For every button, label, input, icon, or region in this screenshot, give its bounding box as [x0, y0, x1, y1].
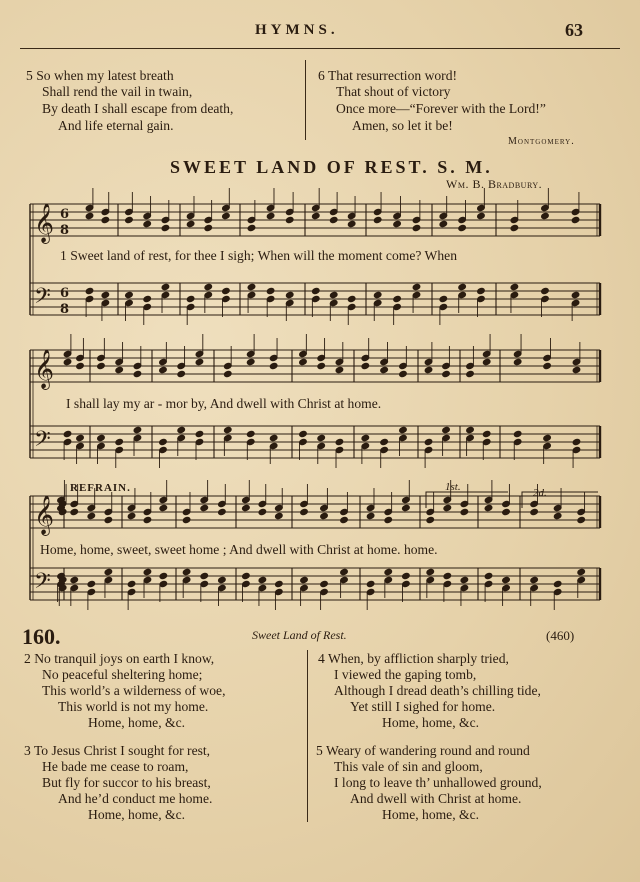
note-head	[127, 512, 136, 519]
note-head	[317, 434, 326, 441]
note-head	[266, 287, 275, 294]
note-head	[373, 291, 382, 298]
note-head	[161, 283, 170, 290]
note-head	[510, 283, 519, 290]
note-head	[242, 504, 251, 511]
note-head	[426, 516, 435, 523]
verse-line: 6 That resurrection word!	[318, 68, 458, 83]
verse-line: Amen, so let it be!	[352, 118, 453, 133]
note-head	[186, 295, 195, 302]
verse-line: By death I shall escape from death,	[42, 101, 234, 116]
verse-line: 5 So when my latest breath	[26, 68, 174, 83]
bass-clef-icon: 𝄢	[34, 284, 51, 314]
note-head	[247, 283, 256, 290]
verse-line: And he’d conduct me home.	[58, 791, 213, 806]
note-head	[502, 576, 511, 583]
verse-line: Home, home, &c.	[382, 807, 480, 822]
note-head	[87, 512, 96, 519]
note-head	[76, 362, 85, 369]
note-head	[85, 287, 94, 294]
note-head	[133, 370, 142, 377]
note-head	[347, 295, 356, 302]
note-head	[269, 434, 278, 441]
note-head	[115, 438, 124, 445]
verse-line: Home, home, &c.	[382, 715, 480, 730]
note-head	[143, 516, 152, 523]
note-head	[246, 358, 255, 365]
verse-line: Shall rend the vail in twain,	[42, 84, 193, 99]
note-head	[393, 295, 402, 302]
note-head	[247, 224, 256, 231]
hymn-reference: (460)	[546, 628, 575, 643]
note-head	[510, 224, 519, 231]
note-head	[541, 287, 550, 294]
note-head	[399, 370, 408, 377]
lyrics-system-3: Home, home, sweet, sweet home ; And dwell with Christ at home. home.	[40, 542, 438, 557]
verse-line: I long to leave th’ unhallowed ground,	[334, 775, 542, 790]
note-head	[399, 426, 408, 433]
note-head	[402, 572, 411, 579]
note-head	[177, 370, 186, 377]
note-head	[204, 224, 213, 231]
note-head	[159, 572, 168, 579]
note-head	[275, 580, 284, 587]
note-head	[426, 568, 435, 575]
note-head	[402, 504, 411, 511]
volta-brackets	[426, 492, 598, 508]
verse-line: Although I dread death’s chilling tide,	[334, 683, 541, 698]
note-head	[361, 362, 370, 369]
note-head	[85, 212, 94, 219]
note-head	[143, 295, 152, 302]
note-head	[115, 366, 124, 373]
note-head	[424, 366, 433, 373]
note-head	[87, 580, 96, 587]
note-head	[320, 512, 329, 519]
note-head	[101, 216, 110, 223]
note-head	[300, 576, 309, 583]
note-head	[258, 508, 267, 515]
note-head	[195, 358, 204, 365]
treble-clef-icon: 𝄞	[34, 349, 55, 389]
verse-line: And dwell with Christ at home.	[350, 791, 522, 806]
bass-clef-icon: 𝄢	[34, 427, 51, 457]
note-head	[299, 430, 308, 437]
note-head	[311, 287, 320, 294]
composer: Wm. B. Bradbury.	[446, 177, 543, 191]
note-head	[380, 438, 389, 445]
verse-line: I viewed the gaping tomb,	[334, 667, 477, 682]
note-head	[340, 568, 349, 575]
note-head	[218, 576, 227, 583]
note-head	[384, 516, 393, 523]
note-head	[317, 362, 326, 369]
note-head	[70, 576, 79, 583]
time-signature: 8	[60, 302, 70, 317]
bass-clef-icon: 𝄢	[34, 569, 51, 599]
note-head	[577, 568, 586, 575]
verse-line: 5 Weary of wandering round and round	[316, 743, 530, 758]
note-head	[466, 426, 475, 433]
verse-line: This world is not my home.	[58, 699, 209, 714]
note-head	[177, 426, 186, 433]
note-head	[412, 283, 421, 290]
note-head	[553, 580, 562, 587]
note-head	[460, 576, 469, 583]
note-head	[200, 572, 209, 579]
note-head	[530, 576, 539, 583]
note-head	[329, 291, 338, 298]
note-head	[380, 366, 389, 373]
note-head	[347, 220, 356, 227]
first-ending-label: 1st.	[445, 481, 461, 493]
note-head	[285, 216, 294, 223]
note-head	[513, 430, 522, 437]
note-head	[460, 508, 469, 515]
note-head	[541, 212, 550, 219]
note-head	[97, 362, 106, 369]
note-head	[63, 358, 72, 365]
note-head	[424, 438, 433, 445]
note-head	[572, 366, 581, 373]
note-head	[577, 516, 586, 523]
note-head	[223, 370, 232, 377]
verse-line: No peaceful sheltering home;	[42, 667, 203, 682]
tune-title: SWEET LAND OF REST. S. M.	[170, 157, 493, 177]
verse-attribution: Montgomery.	[508, 136, 575, 147]
note-head	[484, 572, 493, 579]
note-head	[218, 508, 227, 515]
note-head	[258, 576, 267, 583]
note-head	[543, 434, 552, 441]
note-head	[442, 426, 451, 433]
note-head	[101, 291, 110, 298]
note-head	[443, 572, 452, 579]
note-head	[125, 216, 134, 223]
note-head	[200, 504, 209, 511]
note-head	[266, 212, 275, 219]
note-head	[442, 370, 451, 377]
note-head	[222, 287, 231, 294]
note-head	[104, 516, 113, 523]
note-head	[204, 283, 213, 290]
note-head	[571, 291, 580, 298]
verse-line: But fly for succor to his breast,	[42, 775, 211, 790]
note-head	[161, 224, 170, 231]
verse-line: Yet still I sighed for home.	[350, 699, 496, 714]
page-number: 63	[565, 20, 583, 40]
note-head	[182, 568, 191, 575]
verse-line: Home, home, &c.	[88, 715, 186, 730]
note-head	[104, 568, 113, 575]
verse-line: 2 No tranquil joys on earth I know,	[24, 651, 215, 666]
treble-clef-icon: 𝄞	[34, 495, 55, 535]
lyrics-system-2: I shall lay my ar - mor by, And dwell with Christ at home.	[66, 396, 382, 411]
note-head	[222, 212, 231, 219]
note-head	[393, 220, 402, 227]
time-signature: 6	[60, 286, 70, 301]
note-head	[311, 212, 320, 219]
note-head	[572, 438, 581, 445]
note-head	[335, 438, 344, 445]
note-head	[502, 508, 511, 515]
note-head	[63, 430, 72, 437]
note-head	[484, 504, 493, 511]
note-head	[366, 512, 375, 519]
note-head	[329, 216, 338, 223]
treble-clef-icon: 𝄞	[34, 203, 55, 243]
note-head	[482, 430, 491, 437]
note-head	[242, 572, 251, 579]
verse-line: Home, home, &c.	[88, 807, 186, 822]
note-head	[143, 568, 152, 575]
note-head	[384, 568, 393, 575]
verse-line: He bade me cease to roam,	[42, 759, 189, 774]
note-head	[159, 504, 168, 511]
note-head	[335, 366, 344, 373]
refrain-label: REFRAIN.	[70, 482, 131, 494]
note-head	[76, 434, 85, 441]
verse-line: 4 When, by affliction sharply tried,	[318, 651, 509, 666]
note-head	[458, 224, 467, 231]
verse-line: Once more—“Forever with the Lord!”	[336, 101, 546, 116]
note-head	[477, 287, 486, 294]
note-head	[412, 224, 421, 231]
note-head	[127, 580, 136, 587]
hymn-subtitle: Sweet Land of Rest.	[252, 628, 347, 642]
verse-line: And life eternal gain.	[58, 118, 174, 133]
note-head	[269, 362, 278, 369]
note-head	[246, 430, 255, 437]
note-head	[320, 580, 329, 587]
time-signature: 6	[60, 207, 70, 222]
note-head	[340, 516, 349, 523]
note-head	[70, 508, 79, 515]
note-head	[439, 220, 448, 227]
note-head	[125, 291, 134, 298]
note-head	[186, 220, 195, 227]
note-head	[159, 366, 168, 373]
note-head	[182, 516, 191, 523]
note-head	[466, 370, 475, 377]
note-head	[553, 512, 562, 519]
note-head	[285, 291, 294, 298]
note-head	[143, 220, 152, 227]
note-head	[300, 508, 309, 515]
note-head	[543, 362, 552, 369]
verse-line: 3 To Jesus Christ I sought for rest,	[24, 743, 211, 758]
note-head	[97, 434, 106, 441]
running-title: HYMNS.	[255, 22, 339, 38]
note-head	[530, 508, 539, 515]
note-head	[439, 295, 448, 302]
note-head	[366, 580, 375, 587]
note-head	[361, 434, 370, 441]
note-head	[482, 358, 491, 365]
note-head	[513, 358, 522, 365]
note-head	[159, 438, 168, 445]
verse-line: That shout of victory	[336, 84, 451, 99]
note-head	[373, 216, 382, 223]
note-head	[133, 426, 142, 433]
hymn-number: 160.	[22, 624, 61, 649]
note-head	[223, 426, 232, 433]
note-head	[275, 512, 284, 519]
note-head	[299, 358, 308, 365]
note-head	[443, 504, 452, 511]
time-signature: 8	[60, 223, 70, 238]
second-ending-label: 2d.	[533, 487, 547, 499]
note-head	[458, 283, 467, 290]
note-head	[195, 430, 204, 437]
verse-line: This world’s a wilderness of woe,	[42, 683, 226, 698]
note-head	[571, 216, 580, 223]
verse-line: This vale of sin and gloom,	[334, 759, 483, 774]
note-head	[477, 212, 486, 219]
column-rule	[307, 650, 308, 822]
lyrics-system-1: 1 Sweet land of rest, for thee I sigh; When will the moment come? When	[60, 248, 458, 263]
